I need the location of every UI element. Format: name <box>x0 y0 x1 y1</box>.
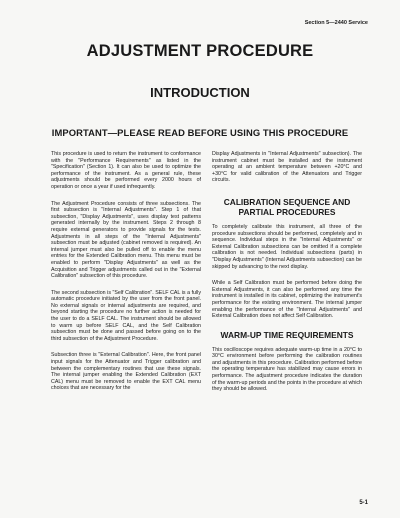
paragraph: To completely calibrate this instrument, all three of the procedure subsections should be performed, completely and in sequence. Individual steps in the "Internal Adjustments" or External Calibration subsections can be omitted if a complete calibration is not needed. Individual subsections (parts) in "Display Adjustments" (Internal Adjustments subsection) can be skipped by advancing to the next display. <box>212 223 362 270</box>
left-column <box>51 151 201 402</box>
page-number: 5-1 <box>359 500 368 506</box>
warm-up-heading: WARM-UP TIME REQUIREMENTS <box>220 329 354 340</box>
section-header: Section 5—2440 Service <box>304 20 368 26</box>
paragraph: While a Self Calibration must be performed before doing the External Adjustments, it can also be performed any time the instrument is installed in its cabinet, optimizing the instrument's performance for the existing environment. The internal jumper enabling the performance of the "Internal Adjustments" and External Calibration does not affect Self Calibration. <box>212 280 362 320</box>
calibration-sequence-heading: CALIBRATION SEQUENCE AND PARTIAL PROCEDURES <box>223 196 351 217</box>
paragraph: The Adjustment Procedure consists of three subsections. The first subsection is "Internal Adjustments". Step 1 of that subsection, "Display Adjustments", uses display test patterns generated internally by the instrument. Steps 2 through 8 require external generators to provide signals for the tests. Adjustments in all steps of the "Internal Adjustments" subsection must be adjusted (cabinet removed is required). An internal jumper must also be pulled off to enable the menu entries for the Extended Calibration menu. This menu must be enabled to perform "Display Adjustments" as well as the Acquisition and Trigger adjustments called out in the "External Calibration" subsection of this procedure. <box>51 200 201 280</box>
paragraph: This oscilloscope requires adequate warm-up time in a 20°C to 30°C environment before performing the calibration routines and adjustments in this procedure. Calibration performed before the operating temperature has stabilized may cause errors in performance. The adjustment procedure indicates the duration of the warm-up periods and the points in the procedure at which they should be allowed. <box>212 346 362 393</box>
paragraph: This procedure is used to return the instrument to conformance with the "Performance Requirements" as listed in the "Specification" (Section 1). It can also be used to optimize the performance of the instrument. As a general rule, these adjustments should be performed every 2000 hours of operation or once a year if used infrequently. <box>51 151 201 190</box>
paragraph: The second subsection is "Self Calibration". SELF CAL is a fully automatic procedure initiated by the user from the front panel. No external signals or internal adjustments are required, and beyond starting the procedure no further action is needed for the user to do a SELF CAL. The instrument should be allowed to warm up before SELF CAL, and the Self Calibration subsection must be done and passed before going on to the third subsection of the Adjustment Procedure. <box>51 289 201 342</box>
paragraph: Display Adjustments in "Internal Adjustments" subsection). The instrument cabinet must be installed and the instrument operating at an ambient temperature between +20°C and +30°C for valid calibration of the Attenuators and Trigger circuits. <box>212 151 362 184</box>
section-title: INTRODUCTION <box>150 85 250 100</box>
right-column <box>212 151 362 403</box>
page-title: ADJUSTMENT PROCEDURE <box>86 42 314 60</box>
paragraph: Subsection three is "External Calibration". Here, the front panel input signals for the Attenuator and Trigger calibration and between the complementary routines that use these signals. The internal jumper enabling the Extended Calibration (EXT CAL) menu must be removed to enable the EXT CAL menu choices that are necessary for the <box>51 352 201 392</box>
important-note: IMPORTANT—PLEASE READ BEFORE USING THIS PROCEDURE <box>51 127 349 138</box>
